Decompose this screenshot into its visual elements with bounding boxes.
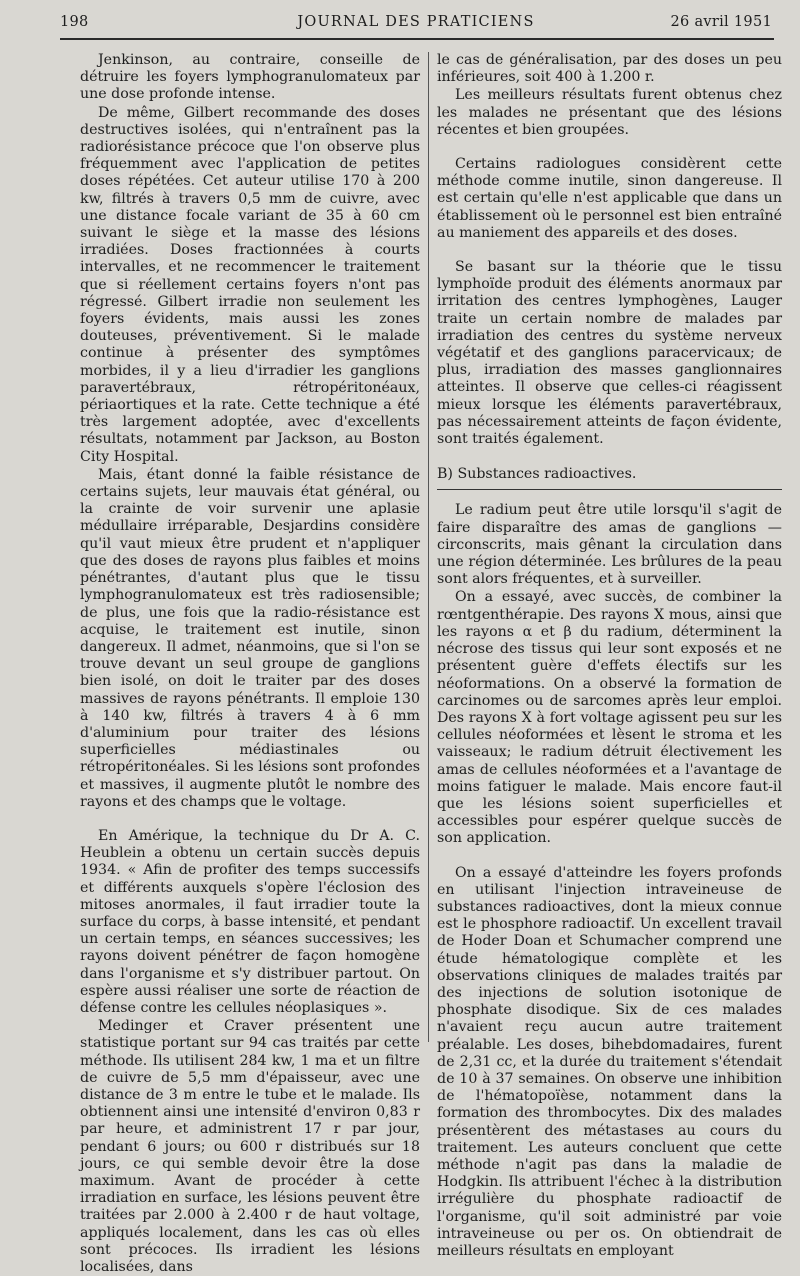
paragraph: Jenkinson, au contraire, conseille de détruire les foyers lymphogranulomateux par une dose profonde intense. (80, 52, 420, 103)
paragraph: Medinger et Craver présentent une statistique portant sur 94 cas traités par cette méthode. Ils utilisent 284 kw, 1 ma et un filtre de cuivre de 5,5 mm d'épaisseur, avec une distance de 3 m entre le tube et le malade. Ils obtiennent ainsi une intensité d'environ 0,83 r par heure, et administrent 17 r par jour, pendant 6 jours; ou 600 r distribués sur 18 jours, ce qui semble devoir être la dose maximum. Avant de procéder à cette irradiation en surface, les lésions peuvent être traitées par 2.000 à 2.400 r de haut voltage, appliqués localement, dans les cas où elles sont précoces. Ils irradient les lésions localisées, dans (80, 1018, 420, 1276)
paragraph: On a essayé, avec succès, de combiner la rœntgenthérapie. Des rayons X mous, ainsi que les rayons α et β du radium, déterminent la nécrose des tissus qui leur sont exposés et ne présentent guère d'effets électifs sur les néoformations. On a observé la formation de carcinomes ou de sarcomes après leur emploi. Des rayons X à fort voltage agissent peu sur les cellules néoformées et lèsent le stroma et les vaisseaux; le radium détruit électivement les amas de cellules néoformées et a l'avantage de moins fatiguer le malade. Mais encore faut-il que les lésions soient superficielles et accessibles pour espérer quelque succès de son application. (437, 589, 782, 847)
header-rule (60, 38, 774, 40)
page-number: 198 (60, 14, 89, 30)
paragraph: Certains radiologues considèrent cette méthode comme inutile, sinon dangereuse. Il est certain qu'elle n'est applicable que dans un établissement où le personnel est bien entraîné au maniement des appareils et des doses. (437, 156, 782, 241)
section-heading (437, 466, 782, 490)
paragraph: De même, Gilbert recommande des doses destructives isolées, qui n'entraînent pas la radiorésistance précoce que l'on observe plus fréquemment avec l'application de petites doses répétées. Cet auteur utilise 170 à 200 kw, filtrés à travers 0,5 mm de cuivre, avec une distance focale variant de 35 à 60 cm suivant le siège et la masse des lésions irradiées. Doses fractionnées à courts intervalles, et ne recommencer le traitement que si réellement certains foyers n'ont pas régressé. Gilbert irradie non seulement les foyers évidents, mais aussi les zones douteuses, préventivement. Si le malade continue à présenter des symptômes morbides, il y a lieu d'irradier les ganglions paravertébraux, rétropéritonéaux, périaortiques et la rate. Cette technique a été très largement adoptée, avec d'excellents résultats, notamment par Jackson, au Boston City Hospital. (80, 104, 420, 465)
section-rule (437, 489, 782, 490)
journal-title: JOURNAL DES PRATICIENS (297, 14, 535, 30)
paragraph: Se basant sur la théorie que le tissu lymphoïde produit des éléments anormaux par irritation des centres lymphogènes, Lauger traite un certain nombre de malades par irradiation des centres du système nerveux végétatif et des ganglions paracervicaux; de plus, irradiation des masses ganglionnaires atteintes. Il observe que celles-ci réagissent mieux lorsque les éléments paravertébraux, pas nécessairement atteints de façon évidente, sont traités également. (437, 259, 782, 448)
paragraph: le cas de généralisation, par des doses un peu inférieures, soit 400 à 1.200 r. (437, 52, 782, 86)
column-divider (428, 52, 429, 1042)
issue-date: 26 avril 1951 (670, 14, 772, 30)
section-heading-text: B) Substances radioactives. (437, 466, 637, 483)
paragraph: Mais, étant donné la faible résistance de certains sujets, leur mauvais état général, ou la crainte de voir survenir une aplasie médullaire irréparable, Desjardins considère qu'il vaut mieux être prudent et n'appliquer que des doses de rayons plus faibles et moins pénétrantes, d'autant plus que le tissu lymphogranulomateux est très radiosensible; de plus, une fois que la radio-résistance est acquise, le traitement est inutile, sinon dangereux. Il admet, néanmoins, que si l'on se trouve devant un seul groupe de ganglions bien isolé, on doit le traiter par des doses massives de rayons pénétrants. Il emploie 130 à 140 kw, filtrés à travers 4 à 6 mm d'aluminium pour traiter des lésions superficielles médiastinales ou rétropéritonéales. Si les lésions sont profondes et massives, il augmente plutôt le nombre des rayons et des champs que le voltage. (80, 466, 420, 810)
paragraph: On a essayé d'atteindre les foyers profonds en utilisant l'injection intraveineuse de substances radioactives, dont la mieux connue est le phosphore radioactif. Un excellent travail de Hoder Doan et Schumacher comprend une étude hématologique complète et les observations cliniques de malades traités par des injections de solution isotonique de phosphate disodique. Six de ces malades n'avaient reçu aucun autre traitement préalable. Les doses, bihebdomadaires, furent de 2,31 cc, et la durée du traitement s'étendait de 10 à 37 semaines. On observe une inhibition de l'hématopoïèse, notamment dans la formation des thrombocytes. Dix des malades présentèrent des métastases au cours du traitement. Les auteurs concluent que cette méthode n'agit pas dans la maladie de Hodgkin. Ils attribuent l'échec à la distribution irrégulière du phosphate radioactif de l'organisme, qu'il soit administré par voie intraveineuse ou per os. On obtiendrait de meilleurs résultats en employant (437, 864, 782, 1259)
paragraph: Le radium peut être utile lorsqu'il s'agit de faire disparaître des amas de ganglions — circonscrits, mais gênant la circulation dans une région déterminée. Les brûlures de la peau sont alors fréquentes, et à surveiller. (437, 502, 782, 588)
page-header (60, 14, 772, 38)
left-column (80, 52, 420, 1276)
paragraph: En Amérique, la technique du Dr A. C. Heublein a obtenu un certain succès depuis 1934. « Afin de profiter des temps successifs et différents auxquels s'opère l'éclosion des mitoses anormales, il faut irradier toute la surface du corps, à basse intensité, et pendant un certain temps, en séances successives; les rayons doivent pénétrer de façon homogène dans l'organisme et s'y distribuer partout. On espère aussi réaliser une sorte de réaction de défense contre les cellules néoplasiques ». (80, 827, 420, 1016)
right-column (437, 52, 782, 1260)
paragraph: Les meilleurs résultats furent obtenus chez les malades ne présentant que des lésions récentes et bien groupées. (437, 87, 782, 138)
